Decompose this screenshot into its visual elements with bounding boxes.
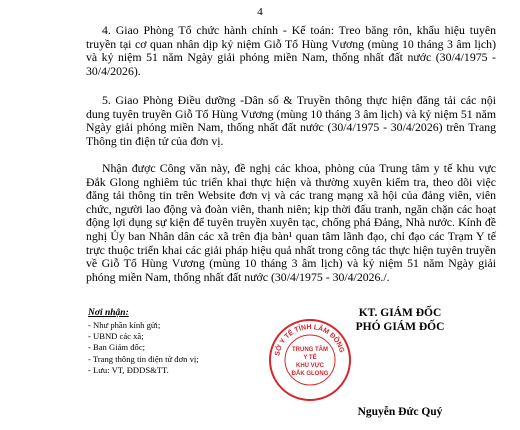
seal-line: ĐẮK GLONG [291, 371, 329, 377]
recipients-list [88, 320, 199, 376]
paragraph-item-5 [86, 94, 496, 148]
seal-line: TRUNG TÂM [292, 347, 328, 353]
signature-subtitle: PHÓ GIÁM ĐỐC [355, 321, 445, 333]
recipients-title: Nơi nhận: [88, 308, 129, 318]
closing-paragraph-text: Nhận được Công văn này, đề nghị các khoa, phòng của Trung tâm y tế khu vực Đắk Glong nghiêm túc triển khai thực hiện và thường xuyên kiểm tra, theo dõi việc đăng tải thông tin trên Website đơn vị và các trang mạng xã hội của đảng viên, viên chức, người lao động và đoàn viên, thanh niên; kịp thời đấu tranh, ngăn chặn các hoạt động lợi dụng sự kiện để tuyên truyền xuyên tạc, chống phá Đảng, Nhà nước. Kính đề nghị Ủy ban Nhân dân các xã trên địa bàn¹ quan tâm lãnh đạo, chỉ đạo các Trạm Y tế trực thuộc triển khai các giải pháp hiệu quả nhất trong công tác thực hiện tuyên truyền về Giỗ Tổ Hùng Vương (mùng 10 tháng 3 âm lịch) và kỷ niệm 51 năm Ngày giải phóng miền Nam, thống nhất đất nước (30/4/1975 - 30/4/2026./. [86, 161, 496, 284]
seal-line: Y TẾ [303, 355, 317, 361]
page-number: 4 [257, 6, 263, 18]
paragraph-item-5-text: 5. Giao Phòng Điều dưỡng -Dân số & Truyền thông thực hiện đăng tải các nội dung tuyên truyền Giỗ Tổ Hùng Vương (mùng 10 tháng 3 âm lịch) và kỷ niệm 51 năm Ngày giải phóng miền Nam, thống nhất đất nước (30/4/1975 - 30/4/2026) trên Trang Thông tin điện tử của đơn vị. [86, 93, 496, 148]
signer-name: Nguyễn Đức Quý [357, 406, 443, 418]
seal-arc-text: SỞ Y TẾ TỈNH LÂM ĐỒNG [274, 323, 346, 357]
closing-paragraph [86, 162, 496, 284]
recipient-item: - UBND các xã; [88, 331, 144, 342]
paragraph-item-4-text: 4. Giao Phòng Tổ chức hành chính - Kế toán: Treo băng rôn, khẩu hiệu tuyên truyền tại cơ quan nhân dịp kỷ niệm Giỗ Tổ Hùng Vương (mùng 10 tháng 3 âm lịch) và kỷ niệm 51 năm Ngày giải phóng miền Nam, thống nhất đất nước (30/4/1975 - 30/4/2026). [86, 23, 496, 78]
recipient-item: - Trang thông tin điện tử đơn vị; [88, 353, 199, 364]
recipient-item: - Lưu: VT, ĐDDS&TT. [88, 364, 169, 375]
official-seal-stamp [268, 318, 352, 402]
recipient-item: - Như phần kính gửi; [88, 320, 161, 330]
recipient-item: - Ban Giám đốc; [88, 342, 146, 353]
paragraph-item-4 [86, 24, 496, 78]
seal-line: KHU VỰC [296, 363, 324, 369]
signature-title: KT. GIÁM ĐỐC [358, 307, 442, 319]
